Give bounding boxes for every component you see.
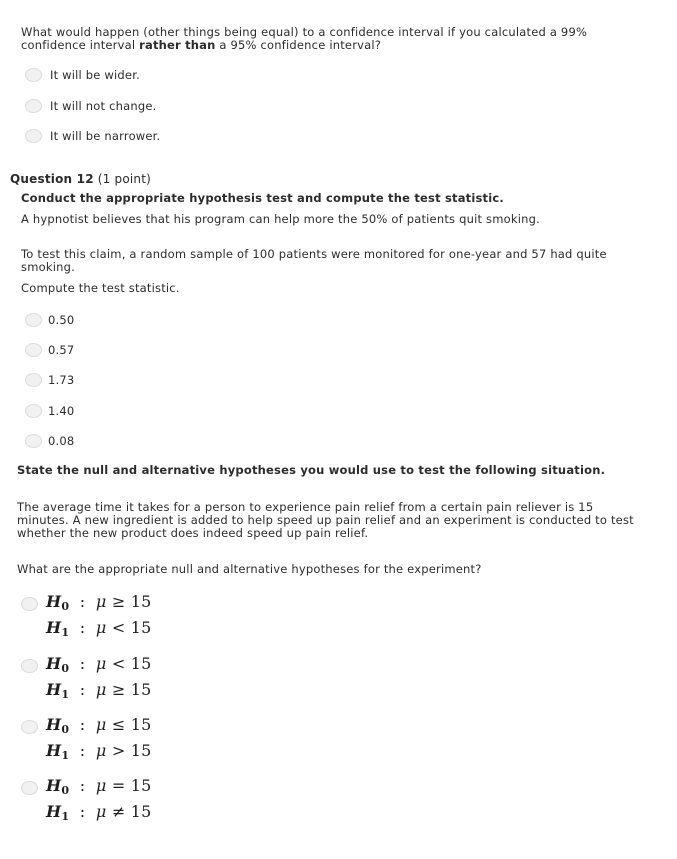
mu-symbol: μ <box>95 802 107 821</box>
mu-symbol: μ <box>95 776 107 795</box>
hyp-value: 15 <box>130 654 152 673</box>
q13-option-4-null[interactable] <box>46 776 151 797</box>
hyp-symbol: H <box>46 592 62 611</box>
q13-option-4-alt[interactable] <box>46 802 151 823</box>
q13-paragraph-2: What are the appropriate null and alternative hypotheses for the experiment? <box>17 562 482 576</box>
mu-symbol: μ <box>95 741 107 760</box>
radio-button[interactable] <box>25 404 42 418</box>
hyp-colon: : <box>69 592 96 611</box>
hyp-symbol: H <box>46 618 62 637</box>
hyp-symbol: H <box>46 715 62 734</box>
hyp-subscript: 0 <box>61 662 70 675</box>
hyp-symbol: H <box>46 802 62 821</box>
q11-option-2[interactable]: It will not change. <box>25 98 156 114</box>
hyp-symbol: H <box>46 776 62 795</box>
q13-paragraph-1: The average time it takes for a person to experience pain relief from a certain pain reliever is 15 minutes. A new ingredient is added to help speed up pain relief and an experiment is conducted to test whether the new product does indeed speed up pain relief. <box>17 500 634 540</box>
hyp-colon: : <box>69 741 96 760</box>
radio-button[interactable] <box>25 313 42 327</box>
mu-symbol: μ <box>95 618 107 637</box>
relation-symbol: ≠ <box>106 802 131 821</box>
radio-button[interactable] <box>25 129 42 143</box>
hyp-value: 15 <box>130 741 152 760</box>
q12-option-3[interactable]: 1.73 <box>25 372 74 388</box>
hyp-subscript: 1 <box>61 626 70 639</box>
q12-option-1[interactable]: 0.50 <box>25 312 74 328</box>
q13-option-2-alt[interactable] <box>46 680 151 701</box>
hyp-colon: : <box>69 680 96 699</box>
q12-paragraph-3: Compute the test statistic. <box>21 281 180 295</box>
q13-option-2-radio[interactable] <box>21 659 38 673</box>
hyp-colon: : <box>69 618 96 637</box>
q13-option-3-radio[interactable] <box>21 720 38 734</box>
hyp-colon: : <box>69 802 96 821</box>
q12-option-4[interactable]: 1.40 <box>25 403 74 419</box>
q12-header: Question 12 (1 point) <box>10 172 151 186</box>
radio-button[interactable] <box>25 68 42 82</box>
hyp-value: 15 <box>130 802 152 821</box>
hyp-symbol: H <box>46 741 62 760</box>
hyp-subscript: 0 <box>61 600 70 613</box>
hyp-value: 15 <box>130 776 152 795</box>
relation-symbol: ≥ <box>106 592 131 611</box>
hyp-subscript: 0 <box>61 784 70 797</box>
q11-option-3[interactable]: It will be narrower. <box>25 128 160 144</box>
relation-symbol: > <box>106 741 131 760</box>
hyp-colon: : <box>69 776 96 795</box>
hyp-subscript: 1 <box>61 749 70 762</box>
radio-button[interactable] <box>25 373 42 387</box>
hyp-colon: : <box>69 715 96 734</box>
radio-button[interactable] <box>25 343 42 357</box>
radio-button[interactable] <box>25 434 42 448</box>
q13-option-1-alt[interactable] <box>46 618 151 639</box>
q12-option-5[interactable]: 0.08 <box>25 433 74 449</box>
relation-symbol: ≥ <box>106 680 131 699</box>
q13-option-3-alt[interactable] <box>46 741 151 762</box>
hyp-subscript: 1 <box>61 810 70 823</box>
q12-paragraph-2: To test this claim, a random sample of 100 patients were monitored for one-year and 57 had quite smoking. <box>21 247 607 274</box>
radio-button[interactable] <box>25 99 42 113</box>
hyp-symbol: H <box>46 680 62 699</box>
q13-option-2-null[interactable] <box>46 654 151 675</box>
hyp-subscript: 1 <box>61 688 70 701</box>
q13-option-4-radio[interactable] <box>21 781 38 795</box>
mu-symbol: μ <box>95 654 107 673</box>
mu-symbol: μ <box>95 592 107 611</box>
hyp-subscript: 0 <box>61 723 70 736</box>
q13-instruction: State the null and alternative hypotheses you would use to test the following situation. <box>17 463 606 477</box>
hyp-colon: : <box>69 654 96 673</box>
q11-question-text: What would happen (other things being equal) to a confidence interval if you calculated a 99% confidence interval rather than a 95% confidence interval? <box>21 25 588 52</box>
hyp-value: 15 <box>130 680 152 699</box>
relation-symbol: ≤ <box>106 715 131 734</box>
q13-option-3-null[interactable] <box>46 715 151 736</box>
hyp-symbol: H <box>46 654 62 673</box>
hyp-value: 15 <box>130 618 152 637</box>
relation-symbol: = <box>106 776 131 795</box>
q12-option-2[interactable]: 0.57 <box>25 342 74 358</box>
mu-symbol: μ <box>95 715 107 734</box>
relation-symbol: < <box>106 618 131 637</box>
q13-option-1-null[interactable] <box>46 592 151 613</box>
hyp-value: 15 <box>130 715 152 734</box>
q12-paragraph-1: A hypnotist believes that his program can help more the 50% of patients quit smoking. <box>21 212 540 226</box>
mu-symbol: μ <box>95 680 107 699</box>
q13-option-1-radio[interactable] <box>21 597 38 611</box>
hyp-value: 15 <box>130 592 152 611</box>
q11-option-1[interactable]: It will be wider. <box>25 67 140 83</box>
q12-instruction: Conduct the appropriate hypothesis test and compute the test statistic. <box>21 191 504 205</box>
relation-symbol: < <box>106 654 131 673</box>
